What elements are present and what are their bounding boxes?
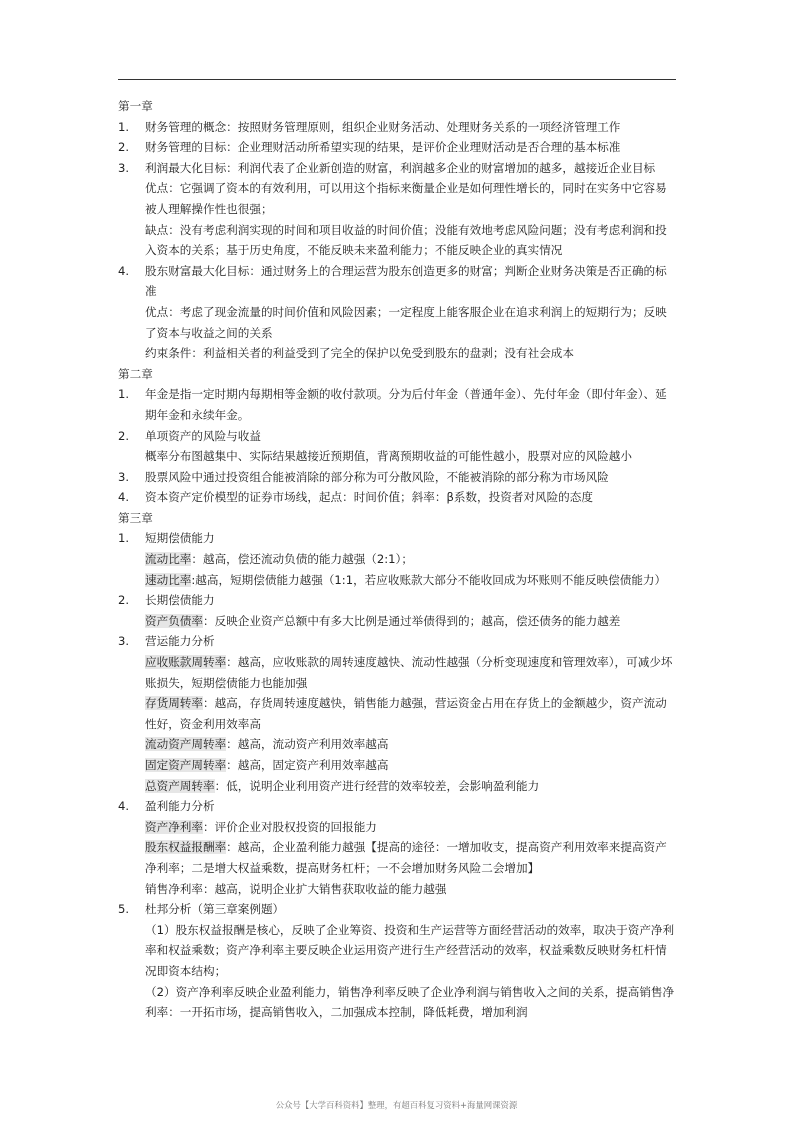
- list-item: [118, 137, 678, 158]
- item-number: 2.: [118, 593, 130, 608]
- list-item: [118, 261, 678, 302]
- list-item: [118, 631, 678, 652]
- metric-term: 资产净利率: [145, 819, 203, 834]
- paragraph: （2）资产净利率反映企业盈利能力，销售净利率反映了企业净利润与销售收入之间的关系，提高销售净利率：一开拓市场，提高销售收入，二加强成本控制，降低耗费，增加利润: [145, 984, 675, 1020]
- list-item: [118, 796, 678, 817]
- item-text: 股东财富最大化目标：通过财务上的合理运营为股东创造更多的财富；判断企业财务决策是否正确的标准: [145, 263, 667, 299]
- paragraph: 优点：它强调了资本的有效利用，可以用这个指标来衡量企业是如何理性增长的，同时在实务中它容易被人理解操作性也很强；: [145, 181, 667, 216]
- metric-desc: ：低，说明企业利用资产进行经营的效率较差，会影响盈利能力: [214, 778, 540, 793]
- page-footer: 公众号【大学百科资料】整理，有超百科复习资料+海量网课资源: [275, 1100, 518, 1110]
- item-text: 股票风险中通过投资组合能被消除的部分称为可分散风险，不能被消除的部分称为市场风险: [145, 469, 609, 484]
- item-number: 4.: [118, 490, 130, 505]
- metric-desc: ：越高，企业盈利能力越强【提高的途径：一增加收支，提高资产利用效率来提高资产净利率；二是增大权益乘数，提高财务杠杆；一不会增加财务风险二会增加】: [145, 840, 667, 875]
- metric-desc: ：评价企业对股权投资的回报能力: [202, 819, 377, 834]
- list-item: [118, 528, 678, 549]
- metric-line: [118, 817, 678, 838]
- paragraph: 优点：考虑了现金流量的时间价值和风险因素；一定程度上能客服企业在追求利润上的短期行为；反映了资本与收益之间的关系: [145, 304, 667, 340]
- header-rule: [118, 79, 676, 80]
- item-number: 5.: [118, 902, 130, 917]
- metric-line: [118, 549, 678, 570]
- paragraph: （1）股东权益报酬是核心，反映了企业筹资、投资和生产运营等方面经营活动的效率，取决于资产净利率和权益乘数；资产净利率主要反映企业运用资产进行生产经营活动的效率，权益乘数反映财务杠杆情况即资本结构；: [145, 922, 675, 978]
- list-item: [118, 384, 678, 425]
- chapter-title: 第一章: [118, 99, 153, 113]
- list-item: [118, 487, 678, 508]
- metric-desc: :越高，短期偿债能力越强（1:1，若应收账款大部分不能收回成为坏账则不能反映偿债能力）: [191, 572, 667, 587]
- item-text: 年金是指一定时期内每期相等金额的收付款项。分为后付年金（普通年金）、先付年金（即付年金）、延期年金和永续年金。: [145, 387, 667, 422]
- document-body: [118, 96, 678, 1023]
- item-number: 3.: [118, 160, 130, 175]
- item-text: 杜邦分析（第三章案例题）: [145, 902, 285, 917]
- metric-line: [118, 776, 678, 797]
- list-item: [118, 158, 678, 179]
- metric-term: 存货周转率: [145, 696, 203, 711]
- chapter-title: 第二章: [118, 366, 153, 381]
- item-number: 3.: [118, 469, 130, 484]
- list-item: [118, 426, 678, 447]
- item-number: 4.: [118, 799, 130, 814]
- metric-desc: ：越高，说明企业扩大销售获取收益的能力越强: [202, 881, 447, 896]
- metric-line: [118, 693, 678, 734]
- paragraph: 缺点：没有考虑利润实现的时间和项目收益的时间价值；没能有效地考虑风险问题；没有考虑利润和投入资本的关系；基于历史角度，不能反映未来盈利能力；不能反映企业的真实情况: [145, 222, 667, 258]
- metric-desc: ：越高，流动资产利用效率越高: [226, 737, 389, 752]
- metric-desc: ：越高，存货周转速度越快，销售能力越强，营运资金占用在存货上的金额越少，资产流动性好，资金利用效率高: [145, 696, 667, 731]
- item-number: 1.: [118, 531, 130, 546]
- chapter-title: 第三章: [118, 510, 153, 525]
- metric-desc: ：越高，偿还流动负债的能力越强（2:1）；: [191, 552, 413, 567]
- item-text: 长期偿债能力: [145, 593, 215, 608]
- metric-desc: ：越高，应收账款的周转速度越快、流动性越强（分析变现速度和管理效率），可减少坏账损失，短期偿债能力也能加强: [145, 655, 673, 690]
- item-number: 1.: [118, 387, 130, 402]
- metric-line: [118, 755, 678, 776]
- metric-line: [118, 570, 678, 591]
- item-text: 利润最大化目标：利润代表了企业新创造的财富，利润越多企业的财富增加的越多，越接近企业目标: [145, 160, 656, 175]
- metric-term: 总资产周转率: [145, 778, 215, 793]
- item-text: 资本资产定价模型的证券市场线，起点：时间价值；斜率：β系数，投资者对风险的态度: [145, 490, 593, 505]
- item-text: 财务管理的概念：按照财务管理原则，组织企业财务活动、处理财务关系的一项经济管理工作: [145, 119, 621, 134]
- item-number: 1.: [118, 119, 130, 134]
- metric-line: [118, 837, 678, 878]
- item-number: 2.: [118, 140, 130, 155]
- paragraph: 概率分布图越集中、实际结果越接近预期值，背离预期收益的可能性越小，股票对应的风险越小: [145, 449, 632, 464]
- list-item: [118, 899, 678, 920]
- metric-term: 销售净利率: [145, 881, 203, 896]
- metric-desc: ：越高，固定资产利用效率越高: [226, 758, 389, 772]
- item-text: 盈利能力分析: [145, 799, 215, 814]
- item-text: 单项资产的风险与收益: [145, 428, 261, 443]
- metric-line: [118, 611, 678, 632]
- paragraph: 约束条件：利益相关者的利益受到了完全的保护以免受到股东的盘剥；没有社会成本: [145, 346, 574, 361]
- item-text: 财务管理的目标：企业理财活动所希望实现的结果，是评价企业理财活动是否合理的基本标准: [145, 140, 621, 155]
- metric-term: 股东权益报酬率: [145, 840, 227, 855]
- metric-line: [118, 734, 678, 755]
- item-text: 短期偿债能力: [145, 531, 215, 546]
- metric-term: 资产负债率: [145, 613, 203, 628]
- item-number: 3.: [118, 634, 130, 649]
- metric-term: 应收账款周转率: [145, 655, 227, 670]
- metric-line: [118, 879, 678, 900]
- item-text: 营运能力分析: [145, 634, 215, 649]
- item-number: 4.: [118, 263, 130, 278]
- list-item: [118, 467, 678, 488]
- metric-desc: ：反映企业资产总额中有多大比例是通过举债得到的；越高，偿还债务的能力越差: [202, 613, 621, 628]
- metric-line: [118, 652, 678, 693]
- list-item: [118, 590, 678, 611]
- item-number: 2.: [118, 428, 130, 443]
- metric-term: 固定资产周转率: [145, 758, 227, 772]
- metric-term: 速动比率: [145, 572, 192, 587]
- metric-term: 流动比率: [145, 552, 192, 567]
- list-item: [118, 117, 678, 138]
- metric-term: 流动资产周转率: [145, 737, 227, 752]
